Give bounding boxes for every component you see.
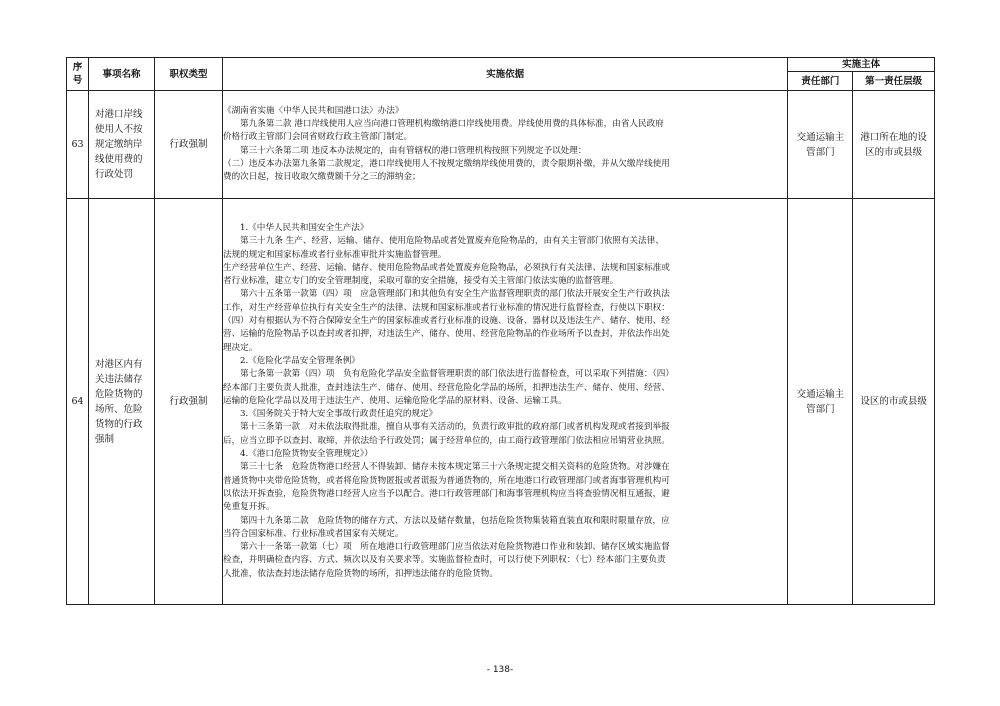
basis-line: 理决定。: [222, 342, 258, 353]
basis-line: 法规的规定和国家标准或者行业标准审批并实施监督管理。: [222, 249, 447, 260]
basis-line: 当符合国家标准、行业标准或者国家有关规定。: [222, 528, 404, 539]
table-body: [67, 91, 935, 605]
row-level: 港口所在地的设区的市或县级: [853, 91, 935, 199]
header-level: 第一责任层级: [853, 72, 935, 91]
row-seq: 63: [67, 91, 89, 199]
basis-line: 第六十一条第一款第（七）项 所在地港口行政管理部门应当依法对危险货物港口作业和装卸、储存区域实施监督: [239, 542, 670, 553]
row-level: 设区的市或县级: [853, 199, 935, 605]
header-type: 职权类型: [154, 58, 222, 91]
basis-line: 经本部门主要负责人批准，查封违法生产、储存、使用、经营危险化学品的场所，扣押违法生产、储存、使用、经营、: [222, 382, 670, 393]
basis-line: 费的次日起，按日收取欠缴费额千分之三的滞纳金；: [222, 172, 421, 183]
header-basis: 实施依据: [222, 58, 787, 91]
basis-line: 2.《危险化学品安全管理条例》: [239, 355, 360, 366]
basis-line: （二）违反本办法第九条第二款规定，港口岸线使用人不按规定缴纳岸线使用费的，责令限期补缴，并从欠缴岸线使用: [222, 158, 670, 169]
page-number: - 138-: [486, 665, 514, 675]
basis-line: 3.《国务院关于特大安全事故行政责任追究的规定》: [239, 409, 438, 420]
basis-line: 第七条第一款第（四）项 负有危险化学品安全监督管理职责的部门依法进行监督检查，可以采取下列措施：（四）: [239, 369, 674, 380]
row-dept: 交通运输主管部门: [788, 91, 853, 199]
row-seq: 64: [67, 199, 89, 605]
basis-line: 营、运输的危险物品予以查封或者扣押，对违法生产、储存、使用、经营危险物品的作业场所予以查封，并依法作出处: [222, 329, 670, 340]
row-type: 行政强制: [154, 199, 222, 605]
basis-line: 第三十六条第二项 违反本办法规定的，由有管辖权的港口管理机构按照下列规定予以处理：: [239, 145, 587, 156]
row-name: 对港口岸线使用人不按规定缴纳岸线使用费的行政处罚: [88, 91, 154, 199]
basis-line: 人批准，依法查封违法储存危险货物的场所，扣押违法储存的危险货物。: [222, 568, 498, 579]
header-subject: 实施主体: [788, 58, 935, 72]
table-row: [67, 91, 935, 199]
basis-line: 以依法开拆查验，危险货物港口经营人应当予以配合。港口行政管理部门和海事管理机构应当将查验情况相互通报，避: [222, 488, 670, 499]
basis-line: 检查，并明确检查内容、方式、频次以及有关要求等。实施监督检查时，可以行使下列职权：（七）经本部门主要负责: [222, 555, 666, 566]
row-dept: 交通运输主管部门: [788, 199, 853, 605]
row-name: 对港区内有关违法储存危险货物的场所、危险货物的行政强制: [88, 199, 154, 605]
basis-line: 价格行政主管部门会同省财政行政主管部门制定。: [222, 132, 413, 143]
header-seq: 序号: [67, 58, 89, 91]
basis-line: 后，应当立即予以查封、取缔，并依法给予行政处罚；属于经营单位的，由工商行政管理部门依法相应吊销营业执照。: [222, 435, 670, 446]
basis-line: 第六十五条第一款第（四）项 应急管理部门和其他负有安全生产监督管理职责的部门依法开展安全生产行政执法: [239, 289, 670, 300]
basis-line: 第四十九条第二款 危险货物的储存方式、方法以及储存数量，包括危险货物集装箱直装直取和限时限量存放，应: [239, 515, 670, 526]
basis-line: 第三十七条 危险货物港口经营人不得装卸、储存未按本规定第三十六条规定提交相关资料的危险货物。对涉嫌在: [239, 462, 670, 473]
row-basis: [222, 199, 787, 605]
basis-line: 者行业标准，建立专门的安全管理制度，采取可靠的安全措施，接受有关主管部门依法实施的监督管理。: [222, 276, 619, 287]
header-dept: 责任部门: [788, 72, 853, 91]
basis-line: 第十三条第一款 对未依法取得批准，擅自从事有关活动的，负责行政审批的政府部门或者机构发现或者接到举报: [239, 422, 670, 433]
row-basis: [222, 91, 787, 199]
basis-line: 生产经营单位生产、经营、运输、储存、使用危险物品或者处置废弃危险物品，必须执行有关法律、法规和国家标准或: [222, 262, 670, 273]
authority-table: [66, 57, 935, 605]
table-row: [67, 199, 935, 605]
basis-line: 1.《中华人民共和国安全生产法》: [239, 222, 369, 233]
basis-line: 运输的危险化学品以及用于违法生产、使用、运输危险化学品的原材料、设备、运输工具。: [222, 395, 567, 406]
basis-line: 免重复开拆。: [222, 502, 275, 513]
basis-line: 工作，对生产经营单位执行有关安全生产的法律、法规和国家标准或者行业标准的情况进行监督检查，行使以下职权：: [222, 302, 670, 313]
basis-line: （四）对有根据认为不符合保障安全生产的国家标准或者行业标准的设施、设备、器材以及违法生产、储存、使用、经: [222, 316, 670, 327]
basis-line: 4.《港口危险货物安全管理规定》）: [239, 449, 373, 460]
basis-line: 第三十九条 生产、经营、运输、储存、使用危险物品或者处置废弃危险物品的，由有关主管部门依照有关法律、: [239, 236, 664, 247]
basis-line: 第九条第二款 港口岸线使用人应当向港口管理机构缴纳港口岸线使用费。岸线使用费的具体标准，由省人民政府: [239, 118, 664, 129]
basis-line: 普通货物中夹带危险货物，或者将危险货物匿报或者谎报为普通货物的，所在地港口行政管理部门或者海事管理机构可: [222, 475, 670, 486]
row-type: 行政强制: [154, 91, 222, 199]
header-name: 事项名称: [88, 58, 154, 91]
basis-line: 《湖南省实施〈中华人民共和国港口法〉办法》: [222, 105, 404, 116]
